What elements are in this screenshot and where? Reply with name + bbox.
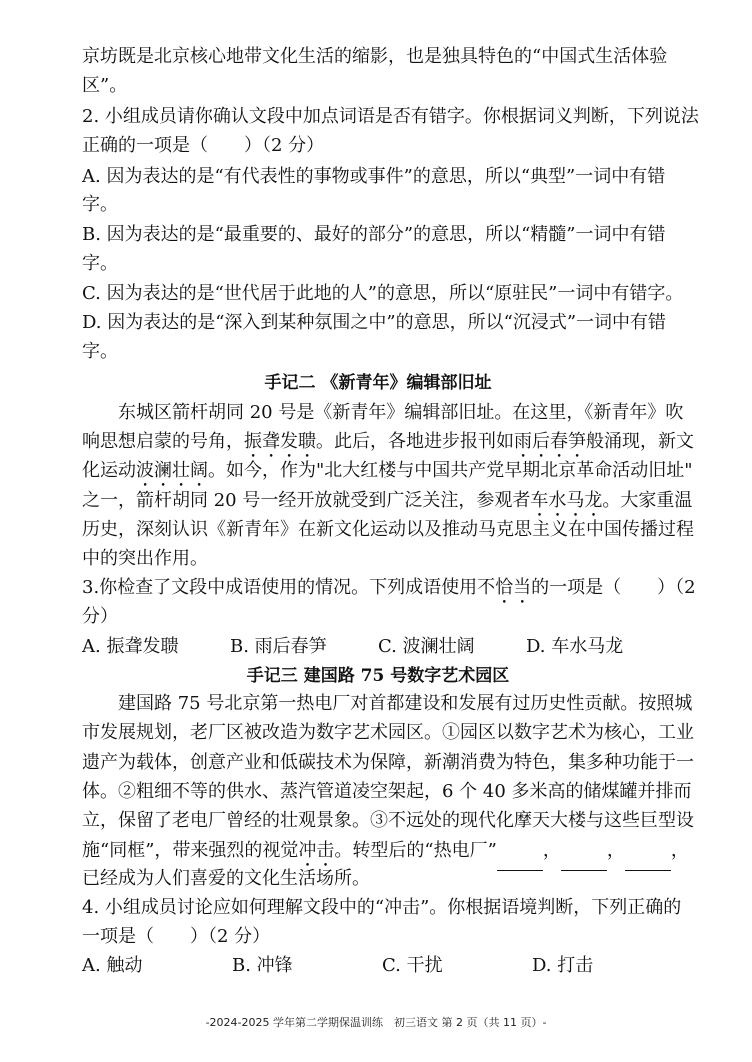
note2-line-1: 东城区箭杆胡同 20 号是《新青年》编辑部旧址。在这里，《新青年》吹 (118, 402, 684, 423)
note2-text: 之一，箭杆胡同 20 号一经开放就受到广泛关注，参观者 (82, 490, 531, 511)
q2-option-a-line-1: A. 因为表达的是“有代表性的事物或事件”的意思，所以“典型”一词中有错 (82, 166, 666, 187)
q2-option-a-line-2: 字。 (82, 194, 118, 215)
q4-options (82, 953, 674, 979)
note3-title: 手记三 建国路 75 号数字艺术园区 (246, 666, 510, 686)
q3-option-d: D. 车水马龙 (526, 636, 624, 657)
note2-line-5: 历史，深刻认识《新青年》在新文化运动以及推动马克思主义在中国传播过程 (82, 519, 694, 540)
q2-option-c: C. 因为表达的是“世代居于此地的人”的意思，所以“原驻民”一词中有错字。 (82, 283, 684, 304)
q2-option-b-line-1: B. 因为表达的是“最重要的、最好的部分”的意思，所以“精髓”一词中有错 (82, 224, 666, 245)
word-chongji: 冲击 (298, 840, 335, 861)
q3-option-b: B. 雨后春笋 (230, 636, 327, 657)
idiom-yuhouchunsun: 雨后春笋 (514, 431, 586, 452)
note3-text: 施“同框”，带来强烈的视觉 (82, 840, 299, 861)
note3-line-7: 已经成为人们喜爱的文化生活场所。 (82, 868, 370, 889)
q4-option-c: C. 干扰 (382, 955, 443, 976)
page-footer: -2024-2025 学年第二学期保温训练 初三语文 第 2 页（共 11 页）- (205, 1016, 547, 1029)
q3-text: 的一项是（ ）（2 (531, 577, 696, 598)
q2-option-d-line-2: 字。 (82, 341, 118, 362)
q4-option-b: B. 冲锋 (232, 955, 293, 976)
note3-line-2: 市发展规划，老厂区被改造为数字艺术园区。①园区以数字艺术为核心，工业 (82, 722, 694, 743)
note3-comma: ， (606, 840, 625, 861)
idiom-bolanzhuangkuo: 波澜壮阔 (136, 460, 208, 481)
q2-stem-line-1: 2. 小组成员请你确认文段中加点词语是否有错字。你根据词义判断，下列说法 (82, 106, 699, 127)
note2-text: 般涌现，新文 (586, 431, 694, 452)
note3-text: 。转型后的“热电厂” (334, 840, 497, 861)
note3-line-3: 遗产为载体，创意产业和低碳技术为保障，新潮消费为特色，集多种功能于一 (82, 752, 694, 773)
q2-option-d-line-1: D. 因为表达的是“深入到某种氛围之中”的意思，所以“沉浸式”一词中有错 (82, 312, 667, 333)
note2-text: 响思想启蒙的号角， (82, 431, 244, 452)
q3-option-c: C. 波澜壮阔 (378, 636, 475, 657)
q3-option-a: A. 振聋发聩 (82, 636, 179, 657)
q4-option-d: D. 打击 (532, 955, 594, 976)
intro-line-2: 区”。 (82, 75, 128, 96)
q2-stem-line-2: 正确的一项是（ ）（2 分） (82, 135, 325, 156)
note2-text: 。如今，作为"北大红楼与中国共产党早期北京革命活动旧址" (208, 460, 693, 481)
note2-text: 化运动 (82, 460, 136, 481)
q4-option-a: A. 触动 (82, 955, 143, 976)
note3-line-1: 建国路 75 号北京第一热电厂对首都建设和发展有过历史性贡献。按照城 (118, 693, 693, 714)
q3-stem-line-2: 分） (82, 606, 118, 627)
q2-option-b-line-2: 字。 (82, 253, 118, 274)
note2-text: 。此后，各地进步报刊如 (316, 431, 514, 452)
q4-stem-line-1: 4. 小组成员讨论应如何理解文段中的“冲击”。你根据语境判断，下列正确的 (82, 897, 682, 918)
note2-line-6: 中的突出作用。 (82, 548, 208, 569)
note3-comma: ， (670, 840, 689, 861)
q3-text: 3.你检查了文段中成语使用的情况。下列成语使用不 (82, 577, 496, 598)
q4-stem-line-2: 一项是（ ）（2 分） (82, 926, 271, 947)
note2-line-3 (82, 458, 693, 491)
idiom-cheshuimalong: 车水马龙 (530, 490, 603, 511)
note2-text: 。大家重温 (602, 490, 693, 511)
note3-line-5: 立，保留了老电厂曾经的壮观景象。③不远处的现代化摩天大楼与这些巨型设 (82, 810, 694, 831)
note3-comma: ， (542, 840, 561, 861)
note3-line-4: 体。②粗细不等的供水、蒸汽管道凌空架起，6 个 40 多米高的储煤罐并排而 (82, 781, 692, 802)
intro-line-1: 京坊既是北京核心地带文化生活的缩影，也是独具特色的“中国式生活体验 (82, 46, 668, 67)
q3-emphasis: 恰当 (495, 577, 532, 598)
idiom-zhenlongfakui: 振聋发聩 (244, 431, 316, 452)
note2-title: 手记二 《新青年》编辑部旧址 (264, 373, 492, 393)
q3-options (82, 634, 674, 660)
